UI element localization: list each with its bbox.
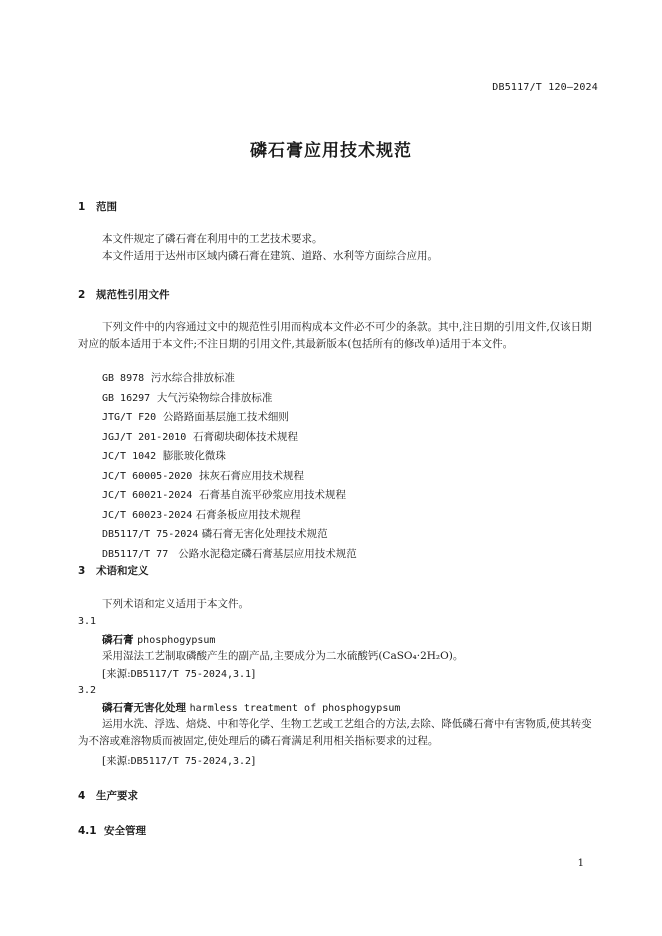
paragraph: 本文件规定了磷石膏在利用中的工艺技术要求。 xyxy=(102,233,323,245)
source-label: [来源: xyxy=(102,668,131,680)
reference-title: 石膏砌块砌体技术规程 xyxy=(192,430,298,443)
paragraph: 本文件适用于达州市区域内磷石膏在建筑、道路、水利等方面综合应用。 xyxy=(102,250,438,262)
reference-item xyxy=(102,428,357,448)
paragraph-references-intro xyxy=(78,319,600,353)
section-heading-scope xyxy=(78,199,117,214)
reference-code: JTG/T F20 xyxy=(102,412,157,423)
section-title: 术语和定义 xyxy=(96,565,149,577)
document-code: DB5117/T 120—2024 xyxy=(492,82,598,93)
reference-item xyxy=(102,408,357,428)
reference-code: DB5117/T 77 xyxy=(102,548,169,560)
term-en: phosphogypsum xyxy=(137,635,216,646)
reference-item xyxy=(102,389,357,409)
term-number: 3.1 xyxy=(78,616,97,627)
section-number: 4 xyxy=(78,790,86,802)
source-label: [来源: xyxy=(102,755,131,767)
subsection-title: 安全管理 xyxy=(104,825,146,837)
reference-code: JC/T 1042 xyxy=(102,451,157,462)
reference-item xyxy=(102,369,357,389)
section-title: 范围 xyxy=(96,201,117,213)
reference-code: GB 8978 xyxy=(102,373,145,384)
term-heading xyxy=(102,700,400,715)
reference-title: 抹灰石膏应用技术规程 xyxy=(199,469,304,482)
source-end: ] xyxy=(251,755,256,767)
source-ref: DB5117/T 75-2024,3.1 xyxy=(130,669,252,680)
term-en: harmless treatment of phosphogypsum xyxy=(189,703,401,714)
term-source xyxy=(102,666,255,681)
reference-list xyxy=(102,369,357,564)
term-definition: 采用湿法工艺制取磷酸产生的副产品,主要成分为二水硫酸钙(CaSO₄·2H₂O)。 xyxy=(102,650,464,662)
reference-item xyxy=(102,447,357,467)
reference-title: 石膏条板应用技术规程 xyxy=(195,508,301,521)
reference-item xyxy=(102,506,357,526)
subsection-number: 4.1 xyxy=(78,825,97,837)
section-heading-terms xyxy=(78,563,149,578)
reference-code: GB 16297 xyxy=(102,392,151,404)
reference-title: 公路路面基层施工技术细则 xyxy=(162,411,289,423)
reference-title: 磷石膏无害化处理技术规范 xyxy=(201,528,328,540)
reference-item xyxy=(102,467,357,487)
reference-code: JC/T 60005-2020 xyxy=(102,470,193,482)
reference-code: DB5117/T 75-2024 xyxy=(102,529,199,540)
reference-title: 公路水泥稳定磷石膏基层应用技术规范 xyxy=(178,547,357,560)
section-number: 3 xyxy=(78,565,86,577)
document-title: 磷石膏应用技术规范 xyxy=(250,141,412,161)
section-title: 规范性引用文件 xyxy=(96,289,170,301)
term-zh: 磷石膏 xyxy=(102,634,134,646)
definition-text: 运用水洗、浮选、焙烧、中和等化学、生物工艺或工艺组合的方法,去除、降低磷石膏中有害物质,使其转变为不溶或难溶物质而被固定,使处理后的磷石膏满足利用相关指标要求的过程。 xyxy=(78,718,592,747)
section-heading-normative-references xyxy=(78,287,170,302)
term-number: 3.2 xyxy=(78,685,97,696)
term-zh: 磷石膏无害化处理 xyxy=(102,702,186,714)
page-number: 1 xyxy=(577,858,584,869)
paragraph: 下列术语和定义适用于本文件。 xyxy=(102,598,249,610)
reference-item xyxy=(102,545,357,565)
section-number: 1 xyxy=(78,201,86,213)
source-end: ] xyxy=(251,668,256,680)
term-source xyxy=(102,753,255,768)
reference-code: JGJ/T 201-2010 xyxy=(102,431,187,443)
section-title: 生产要求 xyxy=(96,790,138,802)
section-number: 2 xyxy=(78,289,86,301)
reference-code: JC/T 60023-2024 xyxy=(102,509,193,521)
reference-title: 大气污染物综合排放标准 xyxy=(156,391,273,404)
source-ref: DB5117/T 75-2024,3.2 xyxy=(130,756,252,767)
term-heading xyxy=(102,632,215,647)
section-heading-production xyxy=(78,788,138,803)
reference-item xyxy=(102,525,357,545)
reference-title: 石膏基自流平砂浆应用技术规程 xyxy=(199,489,346,501)
paragraph-text: 下列文件中的内容通过文中的规范性引用而构成本文件必不可少的条款。其中,注日期的引用文件,仅该日期对应的版本适用于本文件;不注日期的引用文件,其最新版本(包括所有的修改单)适用于本文件。 xyxy=(78,321,592,350)
reference-item xyxy=(102,486,357,506)
reference-title: 膨胀玻化微珠 xyxy=(162,450,226,462)
term-definition xyxy=(78,716,600,750)
reference-code: JC/T 60021-2024 xyxy=(102,490,193,501)
reference-title: 污水综合排放标准 xyxy=(150,372,235,384)
subsection-heading-safety xyxy=(78,823,146,838)
